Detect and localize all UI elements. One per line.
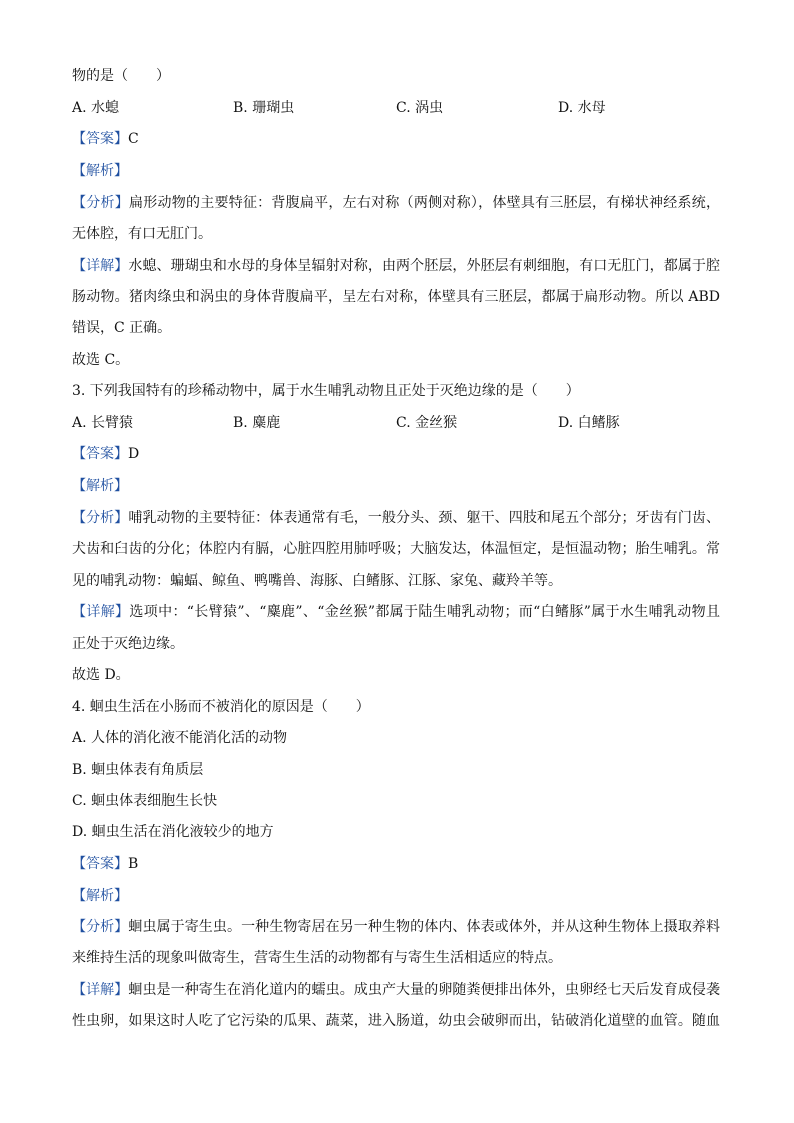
question-3-option-c: C. 金丝猴: [396, 415, 458, 431]
detail-text: 选项中：“长臂猿”、“麋鹿”、“金丝猴”都属于陆生哺乳动物；而“白鳍豚”属于水生哺乳动物且: [129, 604, 721, 620]
detail-text: 蛔虫是一种寄生在消化道内的蠕虫。成虫产大量的卵随粪便排出体外，虫卵经七天后发育成侵袭: [128, 982, 721, 998]
question-2-answer: [72, 129, 139, 149]
question-4-stem: 4. 蛔虫生活在小肠而不被消化的原因是（ ）: [72, 699, 370, 715]
question-2-option-d: D. 水母: [558, 100, 606, 116]
question-2-analysis-line-2: 无体腔，有口无肛门。: [72, 226, 212, 242]
question-4-analysis-line-2: 来维持生活的现象叫做寄生，营寄生生活的动物都有与寄生生活相适应的特点。: [72, 950, 562, 966]
detail-tag: 【详解】: [72, 604, 130, 620]
question-2-option-b: B. 珊瑚虫: [233, 100, 295, 116]
analysis-text: 哺乳动物的主要特征：体表通常有毛，一般分头、颈、躯干、四肢和尾五个部分；牙齿有门齿、: [128, 510, 721, 526]
answer-value: B: [128, 856, 139, 872]
analysis-tag: 【分析】: [72, 510, 129, 526]
question-3-option-b: B. 麋鹿: [233, 415, 281, 431]
analysis-text: 蛔虫属于寄生虫。一种生物寄居在另一种生物的体内、体表或体外，并从这种生物体上摄取养料: [128, 919, 721, 935]
question-4-detail-line-2: 性虫卵，如果这时人吃了它污染的瓜果、蔬菜，进入肠道，幼虫会破卵而出，钻破消化道壁的血管。随血: [72, 1013, 720, 1029]
question-4-analysis-line-1: [72, 917, 720, 937]
question-2-conclusion: 故选 C。: [72, 352, 130, 368]
detail-tag: 【详解】: [72, 258, 129, 274]
question-4-detail-line-1: [72, 980, 720, 1000]
answer-value: D: [128, 446, 140, 462]
question-4-option-b: B. 蛔虫体表有角质层: [72, 762, 204, 778]
question-3-analysis-line-1: [72, 508, 720, 528]
analysis-tag: 【分析】: [72, 195, 129, 211]
question-2-detail-line-1: [72, 256, 720, 276]
question-2-option-c: C. 涡虫: [396, 100, 444, 116]
question-4-option-c: C. 蛔虫体表细胞生长快: [72, 793, 218, 809]
question-3-analysis-line-2: 犬齿和臼齿的分化；体腔内有膈，心脏四腔用肺呼吸；大脑发达，体温恒定，是恒温动物；胎生哺乳。常: [72, 541, 720, 557]
question-3-answer: [72, 444, 139, 464]
question-3-detail-line-2: 正处于灭绝边缘。: [72, 636, 184, 652]
question-4-option-d: D. 蛔虫生活在消化液较少的地方: [72, 824, 274, 840]
detail-text: 水螅、珊瑚虫和水母的身体呈辐射对称，由两个胚层，外胚层有刺细胞，有口无肛门，都属于腔: [128, 258, 721, 274]
question-3-analysis-line-3: 见的哺乳动物：蝙蝠、鲸鱼、鸭嘴兽、海豚、白鳍豚、江豚、家兔、藏羚羊等。: [72, 573, 562, 589]
question-4-analysis-title: 【解析】: [72, 888, 128, 904]
question-2-option-a: A. 水螅: [72, 100, 120, 116]
answer-tag: 【答案】: [72, 131, 128, 147]
detail-tag: 【详解】: [72, 982, 129, 998]
question-3-detail-line-1: [72, 602, 720, 622]
question-2-analysis-title: 【解析】: [72, 163, 128, 179]
question-3-analysis-title: 【解析】: [72, 478, 128, 494]
question-2-analysis-line-1: [72, 193, 720, 213]
question-4-option-a: A. 人体的消化液不能消化活的动物: [72, 730, 288, 746]
analysis-text: 扁形动物的主要特征：背腹扁平，左右对称（两侧对称），体壁具有三胚层，有梯状神经系统，: [128, 195, 721, 211]
question-2-stem-tail: 物的是（ ）: [72, 68, 170, 84]
answer-value: C: [128, 131, 139, 147]
answer-tag: 【答案】: [72, 856, 128, 872]
question-3-conclusion: 故选 D。: [72, 667, 130, 683]
question-2-detail-line-3: 错误，C 正确。: [72, 320, 172, 336]
question-3-option-d: D. 白鳍豚: [558, 415, 620, 431]
answer-tag: 【答案】: [72, 446, 128, 462]
question-3-option-a: A. 长臂猿: [72, 415, 134, 431]
question-2-detail-line-2: 肠动物。猪肉绦虫和涡虫的身体背腹扁平，呈左右对称，体壁具有三胚层，都属于扁形动物。所以 ABD: [72, 289, 720, 305]
question-4-answer: [72, 854, 138, 874]
question-3-stem: 3. 下列我国特有的珍稀动物中，属于水生哺乳动物且正处于灭绝边缘的是（ ）: [72, 383, 580, 399]
analysis-tag: 【分析】: [72, 919, 129, 935]
